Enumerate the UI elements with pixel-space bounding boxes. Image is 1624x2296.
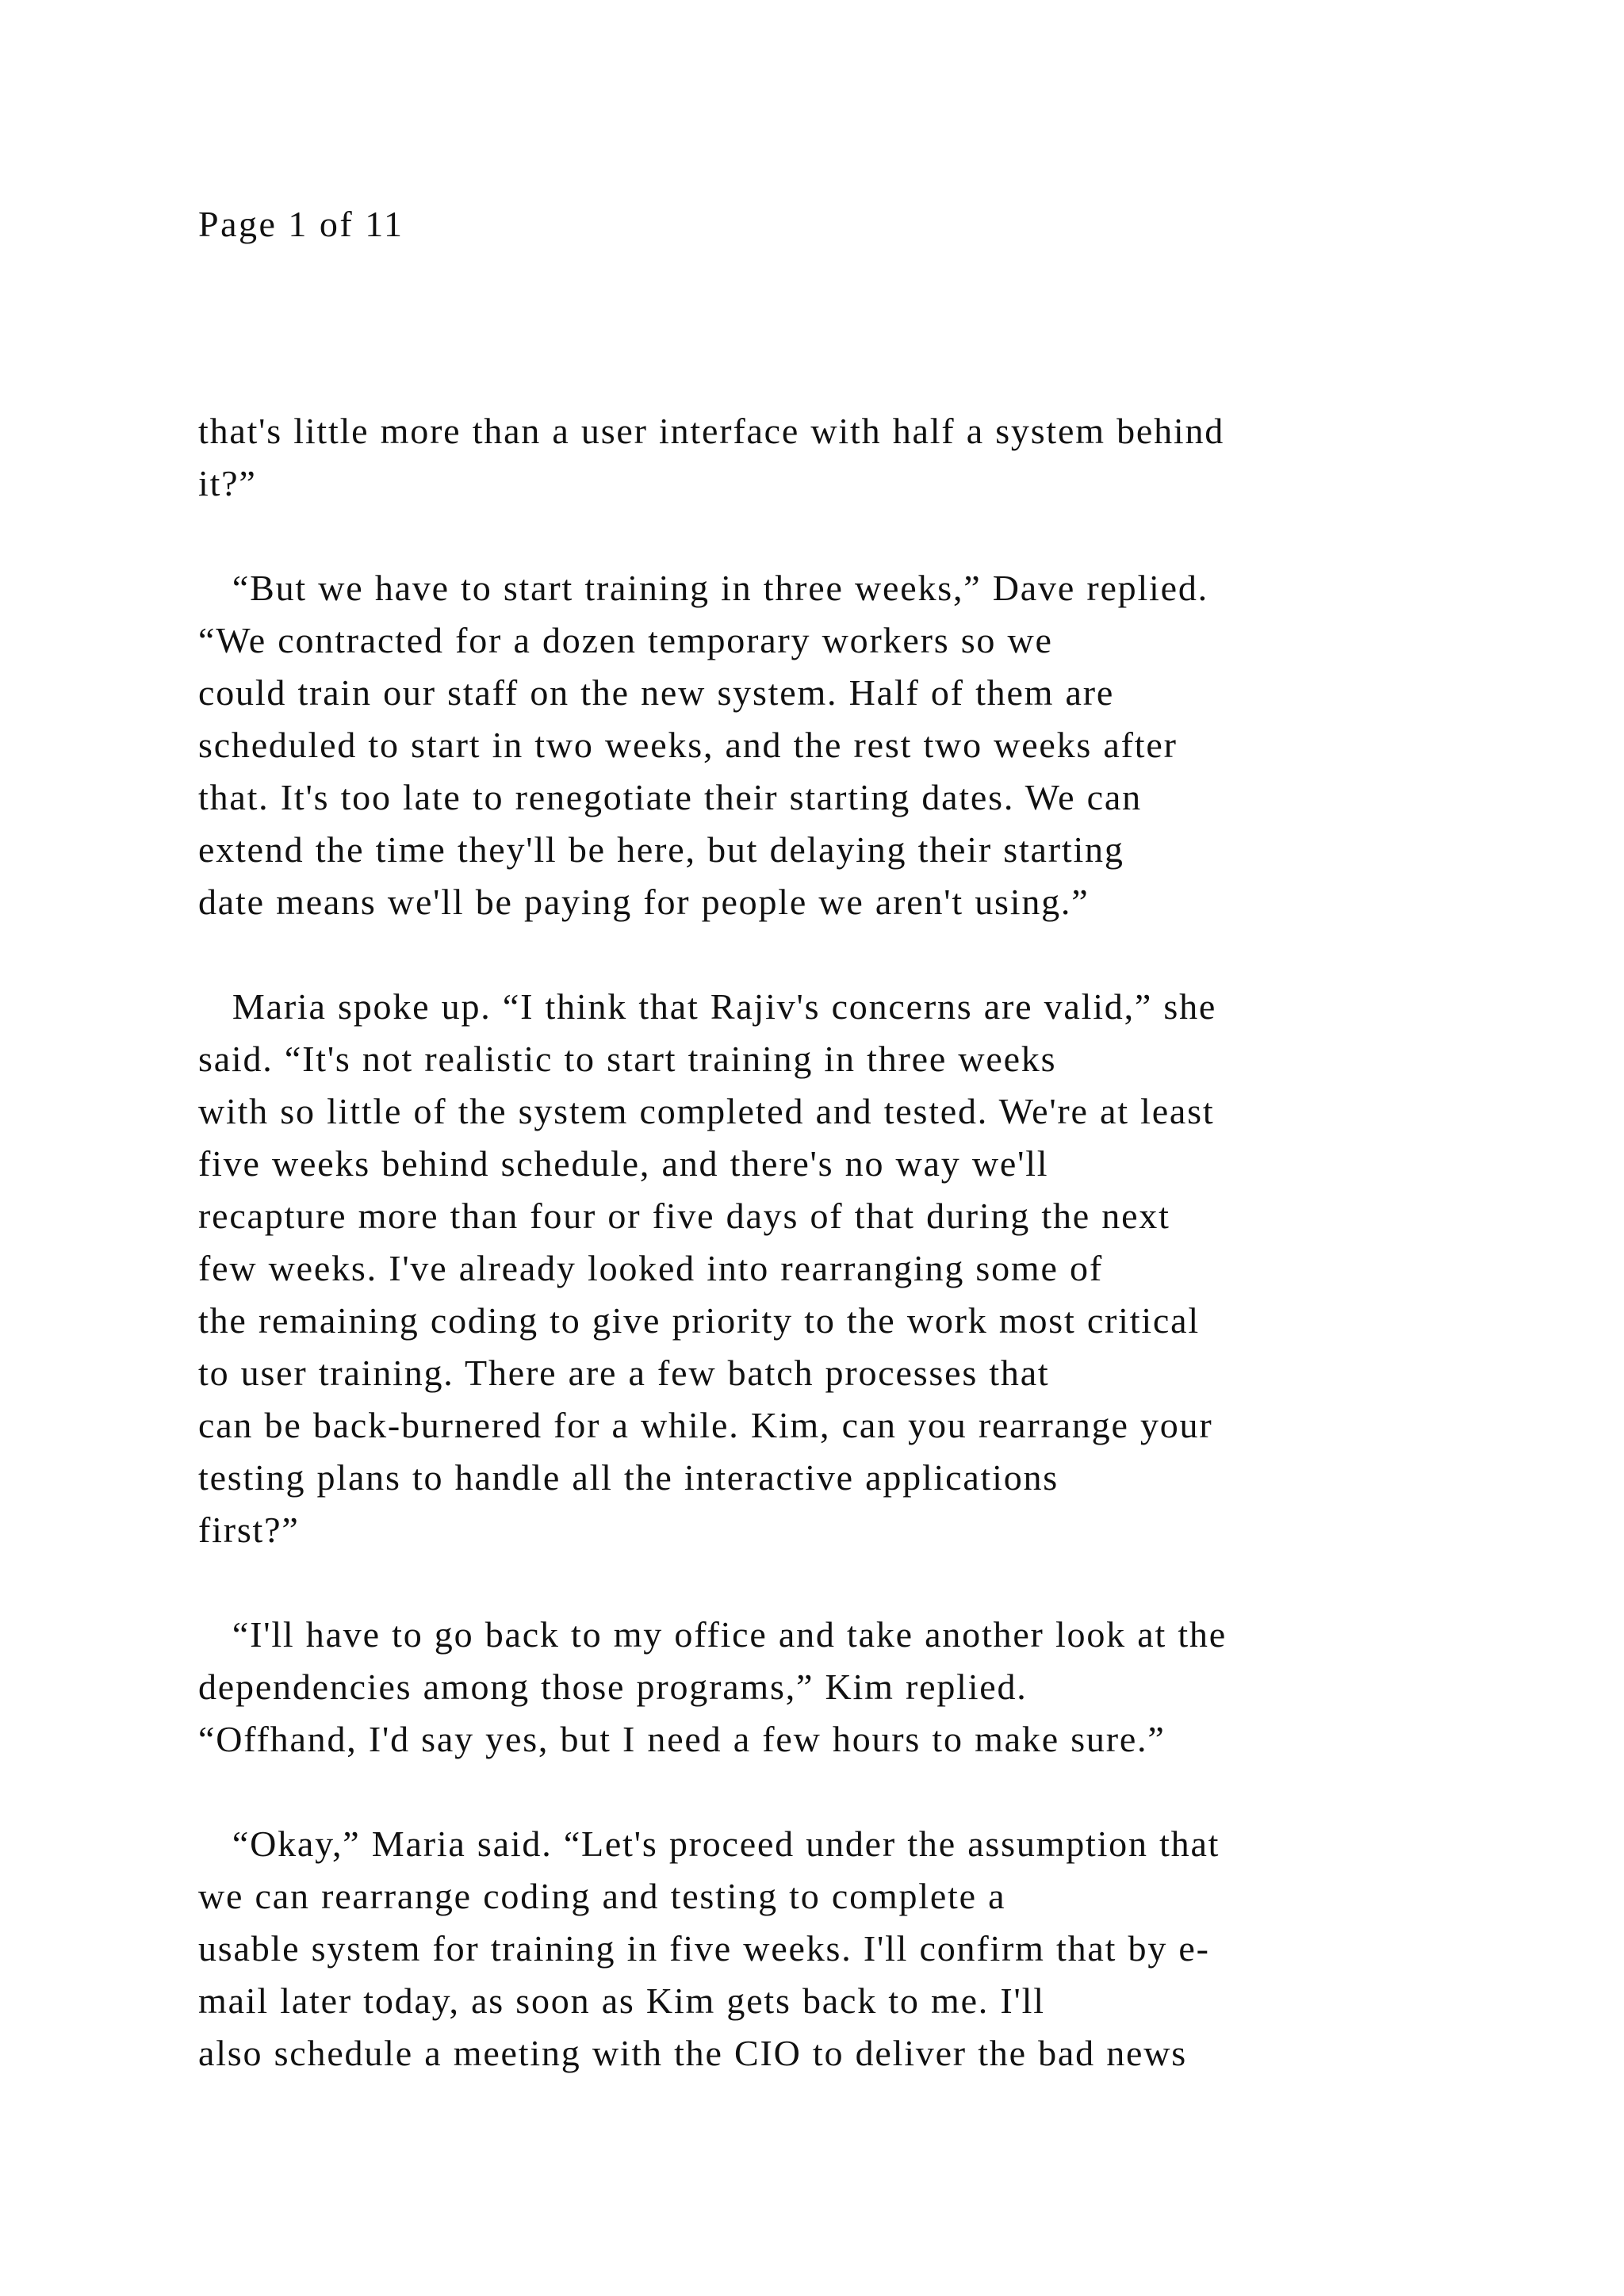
text-line: mail later today, as soon as Kim gets back to me. I'll (198, 1980, 1045, 2021)
text-line: extend the time they'll be here, but delaying their starting (198, 829, 1124, 870)
text-line: the remaining coding to give priority to the work most critical (198, 1300, 1200, 1341)
text-line: that. It's too late to renegotiate their starting dates. We can (198, 777, 1142, 817)
paragraph (198, 981, 1435, 1556)
text-line: five weeks behind schedule, and there's no way we'll (198, 1143, 1049, 1184)
paragraph (198, 1818, 1435, 2080)
text-line: it?” (198, 463, 257, 503)
text-line: with so little of the system completed and tested. We're at least (198, 1091, 1215, 1131)
text-line: “I'll have to go back to my office and take another look at the (198, 1614, 1227, 1655)
text-line: “Okay,” Maria said. “Let's proceed under the assumption that (198, 1823, 1220, 1864)
text-line: to user training. There are a few batch processes that (198, 1353, 1050, 1393)
text-line: recapture more than four or five days of that during the next (198, 1196, 1170, 1236)
text-line: also schedule a meeting with the CIO to deliver the bad news (198, 2033, 1187, 2073)
text-line: can be back-burnered for a while. Kim, can you rearrange your (198, 1405, 1213, 1445)
text-line: scheduled to start in two weeks, and the rest two weeks after (198, 725, 1178, 765)
text-line: that's little more than a user interface with half a system behind (198, 411, 1225, 451)
text-line: “Offhand, I'd say yes, but I need a few hours to make sure.” (198, 1719, 1166, 1759)
text-line: first?” (198, 1510, 300, 1550)
page-number-header: Page 1 of 11 (198, 204, 404, 244)
text-line: “But we have to start training in three weeks,” Dave replied. (198, 568, 1208, 608)
paragraph (198, 562, 1435, 928)
text-line: said. “It's not realistic to start training in three weeks (198, 1039, 1057, 1079)
document-body (198, 405, 1435, 2080)
text-line: few weeks. I've already looked into rearranging some of (198, 1248, 1103, 1288)
paragraph (198, 405, 1435, 510)
text-line: Maria spoke up. “I think that Rajiv's concerns are valid,” she (198, 986, 1217, 1027)
text-line: usable system for training in five weeks. I'll confirm that by e- (198, 1928, 1210, 1969)
text-line: we can rearrange coding and testing to complete a (198, 1876, 1006, 1916)
text-line: could train our staff on the new system. Half of them are (198, 672, 1115, 713)
text-line: date means we'll be paying for people we aren't using.” (198, 882, 1090, 922)
text-line: “We contracted for a dozen temporary workers so we (198, 620, 1053, 660)
paragraph (198, 1609, 1435, 1766)
text-line: testing plans to handle all the interactive applications (198, 1457, 1059, 1498)
text-line: dependencies among those programs,” Kim replied. (198, 1667, 1028, 1707)
